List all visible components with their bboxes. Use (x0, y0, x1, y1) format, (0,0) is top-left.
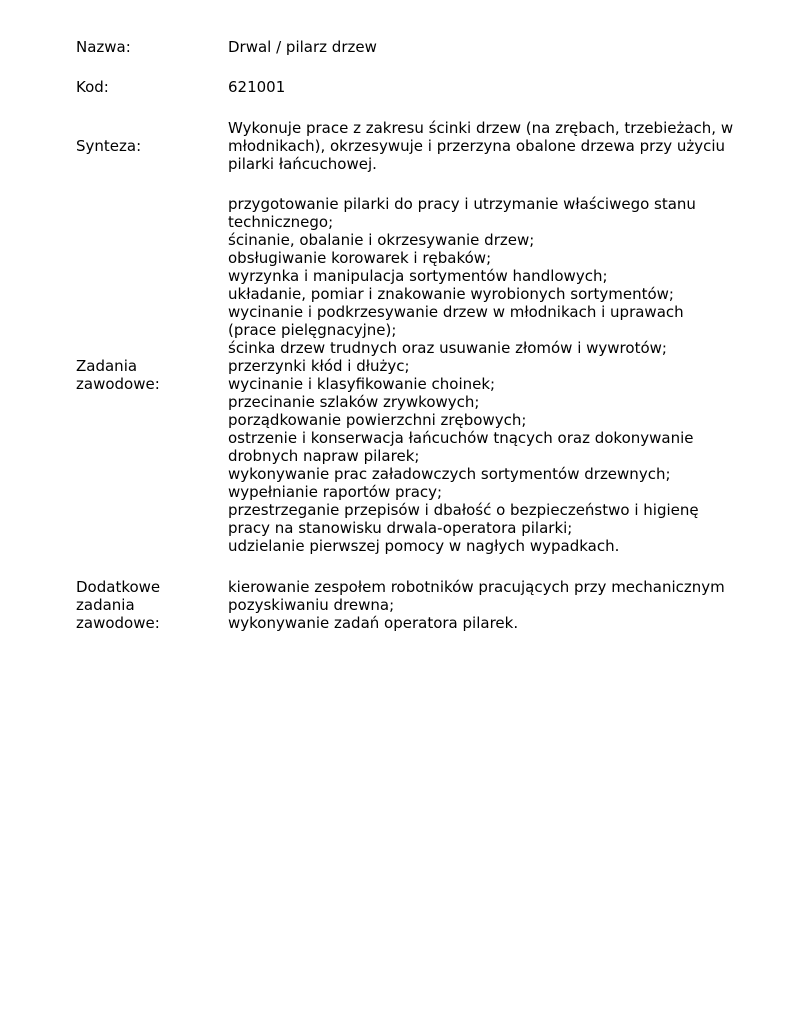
zadania-line: wypełnianie raportów pracy; (228, 483, 443, 501)
zadania-line: wykonywanie prac załadowczych sortymentów drzewnych; (228, 465, 671, 483)
field-value-kod: 621001 (228, 78, 286, 96)
zadania-line: udzielanie pierwszej pomocy w nagłych wypadkach. (228, 537, 620, 555)
field-row-zadania (76, 195, 756, 555)
zadania-line: technicznego; (228, 213, 334, 231)
zadania-line: obsługiwanie korowarek i rębaków; (228, 249, 492, 267)
zadania-line: ścinka drzew trudnych oraz usuwanie złomów i wywrotów; (228, 339, 667, 357)
zadania-line: wycinanie i klasyfikowanie choinek; (228, 375, 496, 393)
field-label-nazwa: Nazwa: (76, 38, 131, 56)
dodatkowe-label-line: zawodowe: (76, 614, 160, 632)
zadania-line: pracy na stanowisku drwala-operatora pilarki; (228, 519, 573, 537)
zadania-line: przerzynki kłód i dłużyc; (228, 357, 410, 375)
field-label-kod: Kod: (76, 78, 109, 96)
field-value-nazwa: Drwal / pilarz drzew (228, 38, 377, 56)
zadania-line: przestrzeganie przepisów i dbałość o bezpieczeństwo i higienę (228, 501, 699, 519)
field-row-nazwa (76, 38, 756, 56)
zadania-label-line: Zadania (76, 357, 138, 375)
synteza-line: pilarki łańcuchowej. (228, 155, 377, 173)
dodatkowe-line: kierowanie zespołem robotników pracujących przy mechanicznym (228, 578, 725, 596)
dodatkowe-line: wykonywanie zadań operatora pilarek. (228, 614, 519, 632)
zadania-line: ścinanie, obalanie i okrzesywanie drzew; (228, 231, 535, 249)
field-row-synteza (76, 119, 756, 173)
dodatkowe-line: pozyskiwaniu drewna; (228, 596, 395, 614)
dodatkowe-label-line: Dodatkowe (76, 578, 161, 596)
synteza-line: Wykonuje prace z zakresu ścinki drzew (na zrębach, trzebieżach, w (228, 119, 734, 137)
zadania-line: (prace pielęgnacyjne); (228, 321, 397, 339)
zadania-line: drobnych napraw pilarek; (228, 447, 420, 465)
zadania-line: przecinanie szlaków zrywkowych; (228, 393, 480, 411)
field-row-kod (76, 78, 756, 96)
field-value-dodatkowe (228, 578, 756, 632)
field-value-synteza (228, 119, 756, 173)
zadania-line: ostrzenie i konserwacja łańcuchów tnących oraz dokonywanie (228, 429, 694, 447)
zadania-line: przygotowanie pilarki do pracy i utrzymanie właściwego stanu (228, 195, 696, 213)
field-row-dodatkowe (76, 578, 756, 632)
field-value-zadania (228, 195, 756, 555)
zadania-line: wycinanie i podkrzesywanie drzew w młodnikach i uprawach (228, 303, 684, 321)
field-label-synteza: Synteza: (76, 137, 142, 155)
zadania-line: układanie, pomiar i znakowanie wyrobionych sortymentów; (228, 285, 674, 303)
dodatkowe-label-line: zadania (76, 596, 135, 614)
zadania-label-line: zawodowe: (76, 375, 160, 393)
zadania-line: porządkowanie powierzchni zrębowych; (228, 411, 527, 429)
zadania-line: wyrzynka i manipulacja sortymentów handlowych; (228, 267, 608, 285)
field-label-zadania (76, 357, 228, 393)
field-label-dodatkowe (76, 578, 228, 632)
synteza-line: młodnikach), okrzesywuje i przerzyna obalone drzewa przy użyciu (228, 137, 726, 155)
